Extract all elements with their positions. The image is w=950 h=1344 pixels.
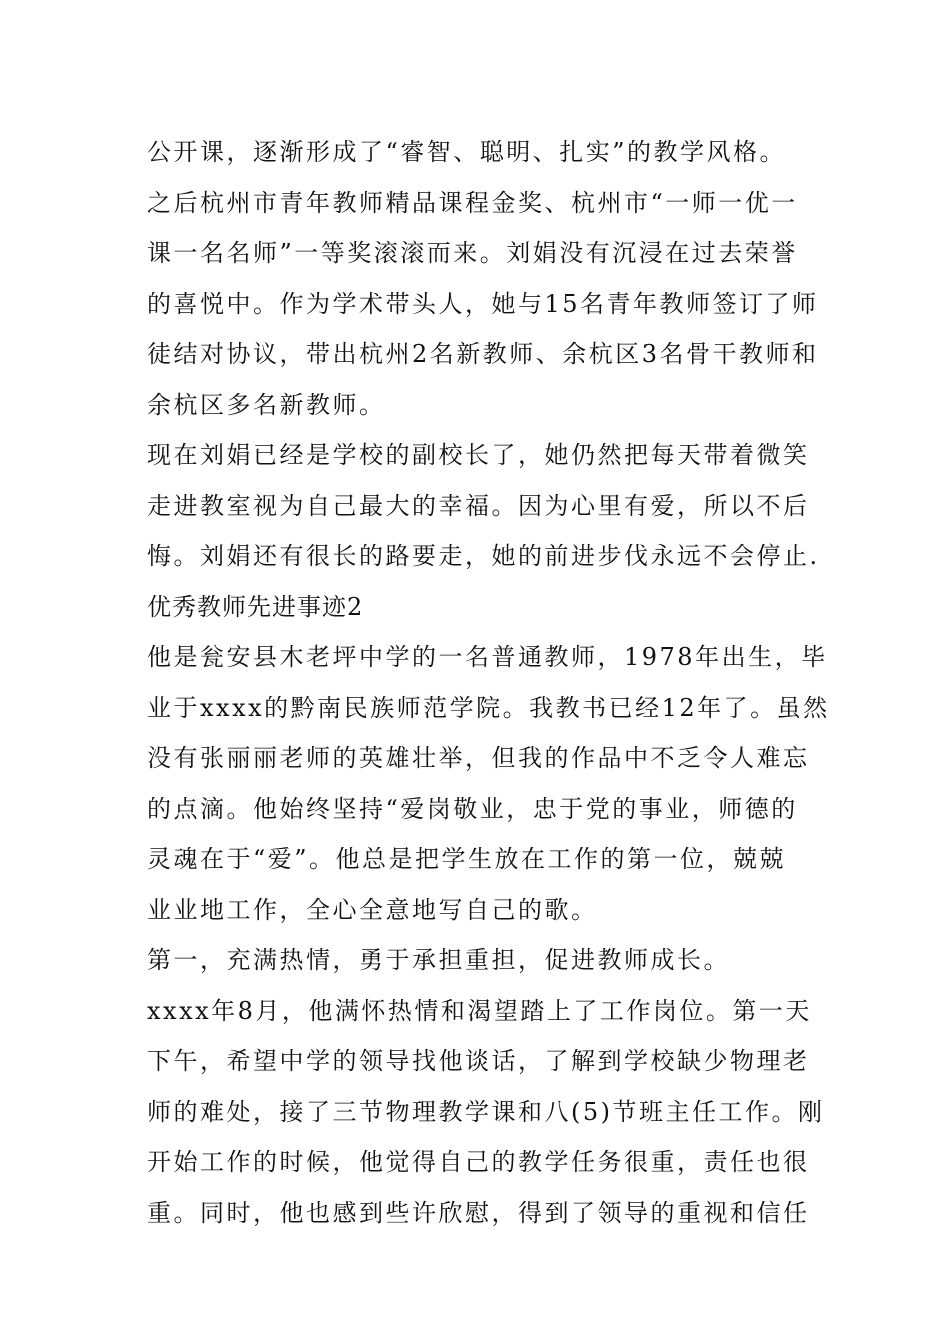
paragraph-line: xxxx年8月，他满怀热情和渴望踏上了工作岗位。第一天 bbox=[147, 996, 812, 1025]
paragraph-line: 重。同时，他也感到些许欣慰，得到了领导的重视和信任 bbox=[147, 1198, 810, 1227]
paragraph-line: 师的难处，接了三节物理教学课和八(5)节班主任工作。刚 bbox=[147, 1097, 825, 1126]
paragraph-line: 灵魂在于“爱”。他总是把学生放在工作的第一位，兢兢 bbox=[147, 845, 787, 873]
paragraph-line: 下午，希望中学的领导找他谈话，了解到学校缺少物理老 bbox=[147, 1047, 810, 1075]
paragraph-line: 之后杭州市青年教师精品课程金奖、杭州市“一师一优一 bbox=[147, 188, 798, 217]
paragraph-line: 现在刘娟已经是学校的副校长了，她仍然把每天带着微笑 bbox=[147, 441, 810, 469]
paragraph-line: 没有张丽丽老师的英雄壮举，但我的作品中不乏令人难忘 bbox=[147, 744, 810, 772]
paragraph-line: 公开课，逐渐形成了“睿智、聪明、扎实”的教学风格。 bbox=[147, 138, 787, 166]
paragraph-line: 余杭区多名新教师。 bbox=[147, 390, 386, 419]
paragraph-line: 业业地工作，全心全意地写自己的歌。 bbox=[147, 895, 598, 924]
section-heading: 优秀教师先进事迹2 bbox=[147, 592, 364, 621]
paragraph-line: 悔。刘娟还有很长的路要走，她的前进步伐永远不会停止. bbox=[147, 542, 820, 570]
paragraph-line: 的喜悦中。作为学术带头人，她与15名青年教师签订了师 bbox=[147, 289, 819, 318]
document-body bbox=[147, 127, 830, 1238]
paragraph-line: 开始工作的时候，他觉得自己的教学任务很重，责任也很 bbox=[147, 1148, 810, 1176]
paragraph-line: 业于xxxx的黔南民族师范学院。我教书已经12年了。虽然 bbox=[147, 693, 830, 722]
paragraph-line: 第一，充满热情，勇于承担重担，促进教师成长。 bbox=[147, 946, 730, 974]
paragraph-line: 他是瓮安县木老坪中学的一名普通教师，1978年出生，毕 bbox=[147, 643, 828, 671]
paragraph-line: 课一名名师”一等奖滚滚而来。刘娟没有沉浸在过去荣誉 bbox=[147, 239, 798, 267]
paragraph-line: 的点滴。他始终坚持“爱岗敬业，忠于党的事业，师德的 bbox=[147, 794, 798, 823]
paragraph-line: 走进教室视为自己最大的幸福。因为心里有爱，所以不后 bbox=[147, 491, 810, 520]
paragraph-line: 徒结对协议，带出杭州2名新教师、余杭区3名骨干教师和 bbox=[147, 340, 819, 368]
